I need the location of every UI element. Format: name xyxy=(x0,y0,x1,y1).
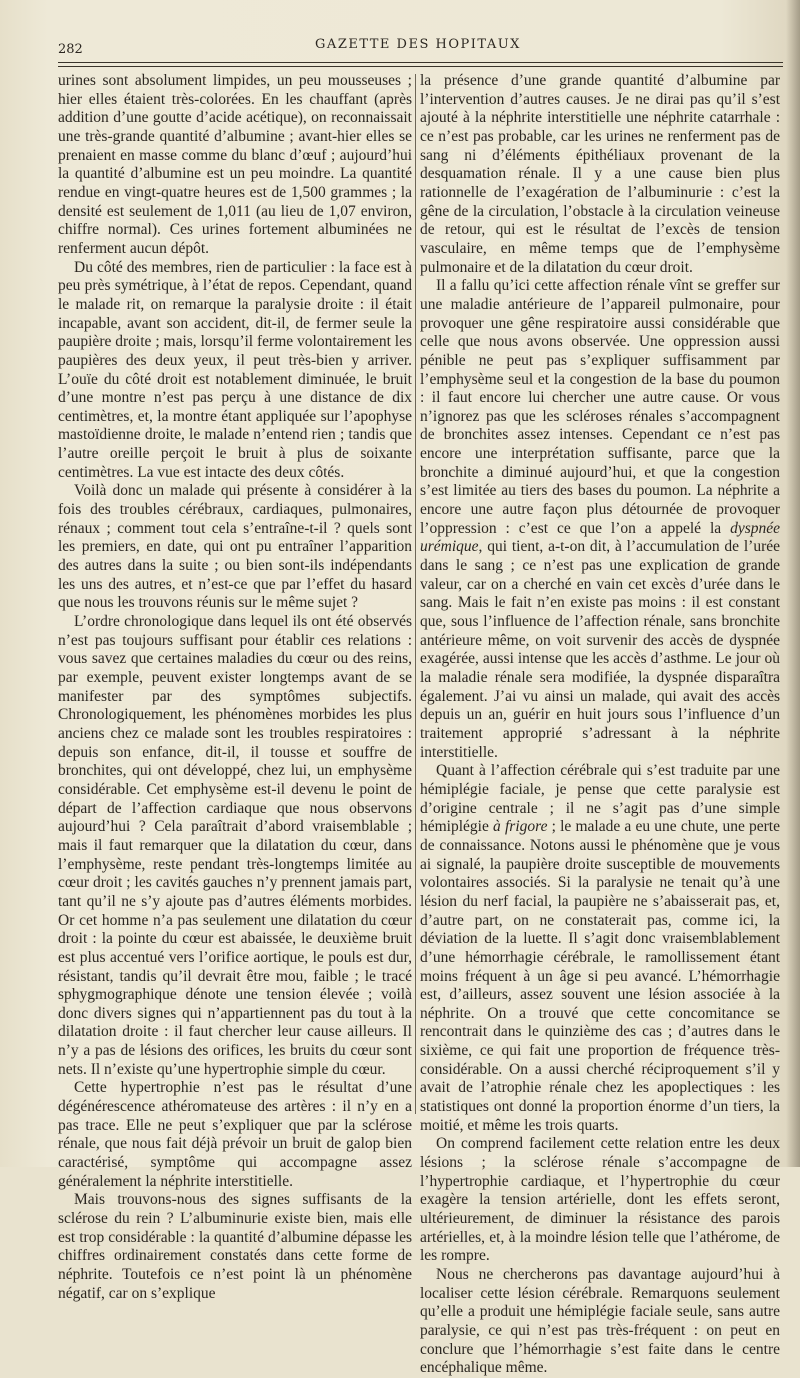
paragraph: Mais trouvons-nous des signes suffisants de la sclérose du rein ? L’albuminurie existe bien, mais elle est trop considérable : la quantité d’albumine dépasse les chiffres ordinairement constatés dans cette forme de néphrite. Toutefois ce n’est point là un phénomène négatif, car on s’explique xyxy=(58,1191,412,1302)
paragraph: On comprend facilement cette relation entre les deux lésions ; la sclérose rénale s’accompagne de l’hypertrophie cardiaque, et l’hypertrophie du cœur exagère la tension artérielle, dont les effets seront, ultérieurement, de diminuer la résistance des parois artérielles, et, à la moindre lésion telle que l’athérome, de les rompre. xyxy=(420,1135,780,1265)
paragraph-text: ; le malade a eu une chute, une perte de connaissance. Notons aussi le phénomène que je vous ai signalé, la paupière droite susceptible de mouvements volontaires associés. Si la paralysie ne tenait qu’à une lésion du nerf facial, la paupière ne s’abaisserait pas, et, d’autre part, on ne constaterait pas, comme ici, la déviation de la luette. Il s’agit donc vraisemblablement d’une hémorrhagie cérébrale, le ramollissement étant moins fréquent à un âge si peu avancé. L’hémorrhagie est, d’ailleurs, assez souvent une lésion associée à la néphrite. On a trouvé que cette concomitance se rencontrait dans le quinzième des cas ; d’autres dans le sixième, ce qui fait une proportion de fréquence très-considérable. On a aussi cherché réciproquement s’il y avait de l’atrophie rénale chez les apoplectiques : les statistiques ont donné la proportion énorme d’un tiers, la moitié, et même les trois quarts. xyxy=(420,818,780,1134)
column-divider xyxy=(415,74,416,1114)
header-rule-bottom xyxy=(58,66,783,67)
paragraph: Voilà donc un malade qui présente à considérer à la fois des troubles cérébraux, cardiaques, pulmonaires, rénaux ; comment tout cela s’entraîne-t-il ? quels sont les premiers, en date, qui ont pu entraîner l’apparition des autres dans la suite ; ou bien sont-ils indépendants les uns des autres, et n’est-ce que par l’effet du hasard que nous les trouvons réunis sur le même sujet ? xyxy=(58,482,412,612)
paragraph: Du côté des membres, rien de particulier : la face est à peu près symétrique, à l’état de repos. Cependant, quand le malade rit, on remarque la paralysie droite : il était incapable, avant son accident, dit-il, de fermer seule la paupière droite ; mais, lorsqu’il ferme volontairement les paupières des deux yeux, il peut très-bien y arriver. L’ouïe du côté droit est notablement diminuée, le bruit d’une montre n’est pas perçu à une distance de dix centimètres, et, la montre étant appliquée sur l’apophyse mastoïdienne droite, le malade n’entend rien ; tandis que l’autre oreille perçoit le bruit à plus de soixante centimètres. La vue est intacte des deux côtés. xyxy=(58,258,412,481)
left-column xyxy=(58,72,412,1302)
page-header xyxy=(58,34,778,62)
paragraph-text: , qui tient, a-t-on dit, à l’accumulation de l’urée dans le sang ; ce n’est pas une explication de grande valeur, car on a cherché en vain cet excès d’urée dans le sang. Mais le fait n’en existe pas moins : il est constant que, sous l’influence de l’affection rénale, sans bronchite antérieure même, on voit survenir des accès de dyspnée exagérée, aussi intense que les accès d’asthme. Le jour où la maladie rénale sera modifiée, la dyspnée disparaîtra également. J’ai vu ainsi un malade, qui avait des accès depuis un an, guérir en huit jours sous l’influence d’un traitement approprié s’adressant à la néphrite interstitielle. xyxy=(420,538,780,761)
page-number: 282 xyxy=(58,42,83,57)
paragraph: la présence d’une grande quantité d’albumine par l’intervention d’autres causes. Je ne dirai pas qu’il s’est ajouté à la néphrite interstitielle une néphrite catarrhale : ce n’est pas probable, car les urines ne renferment pas de sang ni d’éléments épithéliaux provenant de la desquamation rénale. Il y a une cause bien plus rationnelle de l’exagération de l’albuminurie : c’est la gêne de la circulation, l’obstacle à la circulation veineuse de retour, qui est le résultat de l’excès de tension vasculaire, en même temps que de l’emphysème pulmonaire et de la dilatation du cœur droit. xyxy=(420,72,780,276)
paragraph: Cette hypertrophie n’est pas le résultat d’une dégénérescence athéromateuse des artères : il n’y en a pas trace. Elle ne peut s’expliquer que par la sclérose rénale, que nous fait déjà prévoir un bruit de galop bien caractérisé, symptôme qui accompagne assez généralement la néphrite interstitielle. xyxy=(58,1079,412,1190)
paragraph xyxy=(420,277,780,762)
header-rule-top xyxy=(58,62,783,63)
paragraph-text: Il a fallu qu’ici cette affection rénale vînt se greffer sur une maladie antérieure de l’appareil pulmonaire, pour provoquer une gêne respiratoire aussi considérable que celle que nous avons observée. Une oppression aussi pénible ne peut pas s’expliquer suffisamment par l’emphysème seul et la congestion de la base du poumon : il faut encore lui chercher une autre cause. Or vous n’ignorez pas que les scléroses rénales s’accompagnent de bronchites assez intenses. Cependant ce n’est pas encore une interprétation suffisante, parce que la bronchite a diminué aujourd’hui, et que la congestion s’est limitée au tiers des bases du poumon. La néphrite a encore une autre façon plus détournée de provoquer l’oppression : c’est ce que l’on a appelé la xyxy=(420,277,780,537)
italic-term: à frigore xyxy=(493,818,548,836)
paragraph-text: Quant à l’affection cérébrale qui s’est traduite par une hémiplégie faciale, je pense que cette paralysie est d’origine centrale ; il ne s’agit pas d’une simple hémiplégie xyxy=(420,762,780,836)
paragraph: L’ordre chronologique dans lequel ils ont été observés n’est pas toujours suffisant pour établir ces relations : vous savez que certaines maladies du cœur ou des reins, par exemple, peuvent exister longtemps avant de se manifester par des symptômes subjectifs. Chronologiquement, les phénomènes morbides les plus anciens chez ce malade sont les troubles respiratoires : depuis son enfance, dit-il, il tousse et souffre de bronchites, qui ont développé, chez lui, un emphysème considérable. Cet emphysème est-il devenu le point de départ de l’affection cardiaque que nous observons aujourd’hui ? Cela paraîtrait d’abord vraisemblable ; mais il faut remarquer que la dilatation du cœur, dans l’emphysème, reste pendant très-longtemps limitée au cœur droit ; les cavités gauches n’y prennent jamais part, tant qu’il ne s’y ajoute pas d’autres éléments morbides. Or cet homme n’a pas seulement une dilatation du cœur droit : la pointe du cœur est abaissée, le deuxième bruit est plus accentué vers l’orifice aortique, le pouls est dur, résistant, tandis qu’il devrait être mou, faible ; le tracé sphygmographique dénote une tension élevée ; voilà donc divers signes qui n’appartiennent pas du tout à la dilatation droite : il faut chercher leur cause ailleurs. Il n’y a pas de lésions des orifices, les bruits du cœur sont nets. Il n’existe qu’une hypertrophie simple du cœur. xyxy=(58,613,412,1078)
paragraph: Nous ne chercherons pas davantage aujourd’hui à localiser cette lésion cérébrale. Remarquons seulement qu’elle a produit une hémiplégie faciale seule, sans autre paralysie, ce qui n’est pas très-fréquent : on peut en conclure que l’hémorrhagie s’est faite dans le centre encéphalique même. xyxy=(420,1266,780,1377)
italic-term: dyspnée urémique xyxy=(420,519,780,556)
paragraph xyxy=(420,762,780,1135)
paragraph: urines sont absolument limpides, un peu mousseuses ; hier elles étaient très-colorées. En les chauffant (après addition d’une goutte d’acide acétique), on reconnaissait une très-grande quantité d’albumine ; avant-hier elles se prenaient en masse comme du blanc d’œuf ; aujourd’hui la quantité d’albumine est un peu moindre. La quantité rendue en vingt-quatre heures est de 1,500 grammes ; la densité est seulement de 1,011 (au lieu de 1,07 environ, chiffre normal). Ces urines fortement albuminées ne renferment aucun dépôt. xyxy=(58,72,412,257)
page-edge-shadow xyxy=(786,0,800,1167)
journal-title: GAZETTE DES HOPITAUX xyxy=(315,37,521,52)
right-column xyxy=(420,72,780,1377)
